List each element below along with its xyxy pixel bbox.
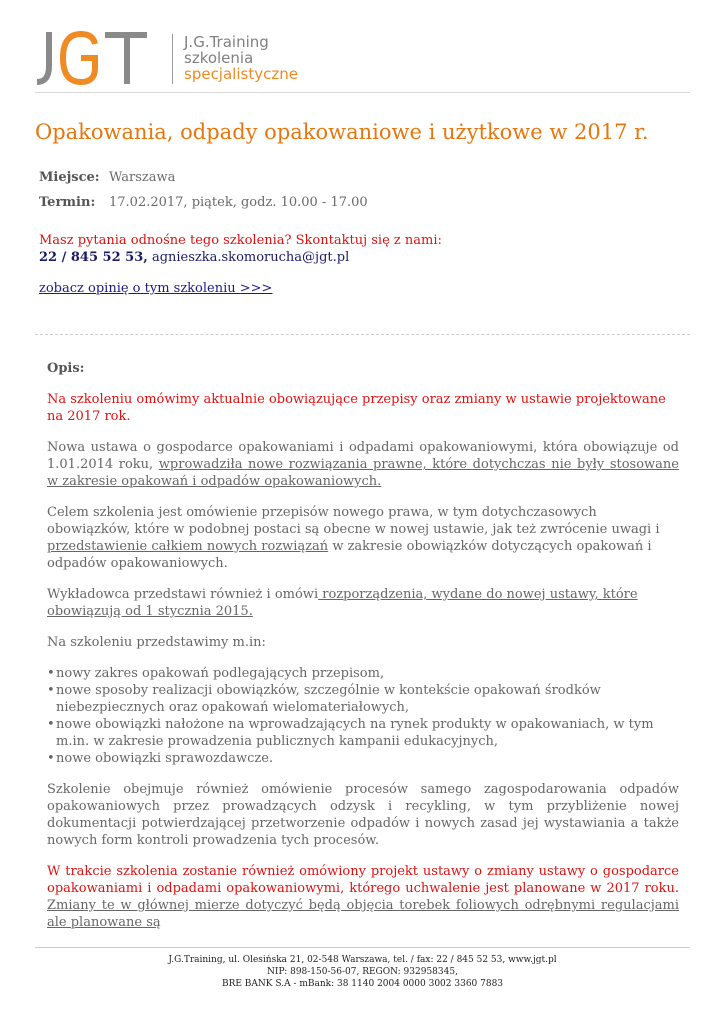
logo-tagline-1: szkolenia xyxy=(184,49,254,67)
paragraph-new-law xyxy=(47,439,679,490)
contact-block xyxy=(39,232,442,266)
description-label: Opis: xyxy=(47,361,85,376)
meta-place xyxy=(39,170,175,185)
paragraph-goal xyxy=(47,504,679,572)
opinion-link[interactable]: zobacz opinię o tym szkoleniu >>> xyxy=(39,281,273,296)
p3-underlined: rozporządzenia, wydane do nowej ustawy, które obowiązują od 1 stycznia 2015. xyxy=(47,587,638,619)
dashed-divider xyxy=(35,334,690,335)
list-item: • nowy zakres opakowań podlegających przepisom, xyxy=(47,665,679,682)
place-label: Miejsce: xyxy=(39,170,100,185)
intro-paragraph: Na szkoleniu omówimy aktualnie obowiązujące przepisy oraz zmiany w ustawie projektowane na 2017 rok. xyxy=(47,392,666,424)
logo-text xyxy=(184,34,298,82)
contact-question: Masz pytania odnośne tego szkolenia? Skontaktuj się z nami: xyxy=(39,233,442,248)
date-value: 17.02.2017, piątek, godz. 10.00 - 17.00 xyxy=(109,195,368,210)
p5-red-text: W trakcie szkolenia zostanie również omówiony projekt ustawy o zmiany ustawy o gospodarce opakowaniami i odpadami opakowaniowymi, którego uchwalenie jest planowane w 2017 roku. xyxy=(47,864,679,896)
meta-date xyxy=(39,195,368,210)
contact-email[interactable]: agnieszka.skomorucha@jgt.pl xyxy=(151,250,350,265)
p2-text-end: w zakresie obowiązków dotyczących opakowań i odpadów opakowaniowych. xyxy=(47,539,652,571)
date-label: Termin: xyxy=(39,195,96,210)
p2-underlined: przedstawienie całkiem nowych rozwiązań xyxy=(47,539,329,554)
list-item: • nowe obowiązki sprawozdawcze. xyxy=(47,750,679,767)
p2-text: Celem szkolenia jest omówienie przepisów nowego prawa, w tym dotychczasowych obowiązków, które w podobnej postaci są obecne w nowej ustawie, jak też zwrócenie uwagi i xyxy=(47,505,660,537)
footer-ids: NIP: 898-150-56-07, REGON: 932958345, xyxy=(267,967,458,977)
page-title: Opakowania, odpady opakowaniowe i użytkowe w 2017 r. xyxy=(35,120,649,144)
jgt-logo-mark xyxy=(35,30,147,86)
logo-divider xyxy=(172,34,173,84)
page-footer xyxy=(35,954,690,990)
p1-text: Nowa ustawa o gospodarce opakowaniami i odpadami opakowaniowymi, która obowiązuje od 1.01.2014 roku, xyxy=(47,440,679,472)
place-value: Warszawa xyxy=(109,170,176,185)
list-intro: Na szkoleniu przedstawimy m.in: xyxy=(47,635,266,650)
footer-address: J.G.Training, ul. Olesińska 21, 02-548 Warszawa, tel. / fax: 22 / 845 52 53, www.jgt.pl xyxy=(168,955,557,965)
list-item: • nowe obowiązki nałożone na wprowadzających na rynek produkty w opakowaniach, w tym m.in. w zakresie prowadzenia publicznych kampanii edukacyjnych, xyxy=(47,716,679,750)
paragraph-project xyxy=(47,863,679,931)
footer-bank: BRE BANK S.A - mBank: 38 1140 2004 0000 3002 3360 7883 xyxy=(221,979,504,989)
logo-company-name: J.G.Training xyxy=(184,33,269,51)
list-item: • nowe sposoby realizacji obowiązków, szczególnie w kontekście opakowań środków niebezpiecznych oraz opakowań wielomateriałowych, xyxy=(47,682,679,716)
paragraph-processes: Szkolenie obejmuje również omówienie procesów samego zagospodarowania odpadów opakowaniowych przez prowadzących odzysk i recykling, w tym przybliżenie nowej dokumentacji potwierdzającej przetworzenie odpadów i nowych zasad jej wystawiania a także nowych form kontroli prowadzenia tych procesów. xyxy=(47,782,679,848)
p3-text: Wykładowca przedstawi również i omówi xyxy=(47,587,319,602)
paragraph-regulations xyxy=(47,586,679,620)
p1-underlined: wprowadziła nowe rozwiązania prawne, które dotychczas nie były stosowane w zakresie opakowań i odpadów opakowaniowych. xyxy=(47,457,679,489)
logo-tagline-2: specjalistyczne xyxy=(184,65,298,83)
contact-phone: 22 / 845 52 53, xyxy=(39,250,148,265)
description-section xyxy=(47,360,679,945)
p5-underlined: Zmiany te w głównej mierze dotyczyć będą objęcia torebek foliowych odrębnymi regulacjami ale planowane są xyxy=(47,898,679,930)
page-header xyxy=(35,28,690,93)
footer-divider xyxy=(35,947,690,948)
topics-list xyxy=(47,665,679,767)
